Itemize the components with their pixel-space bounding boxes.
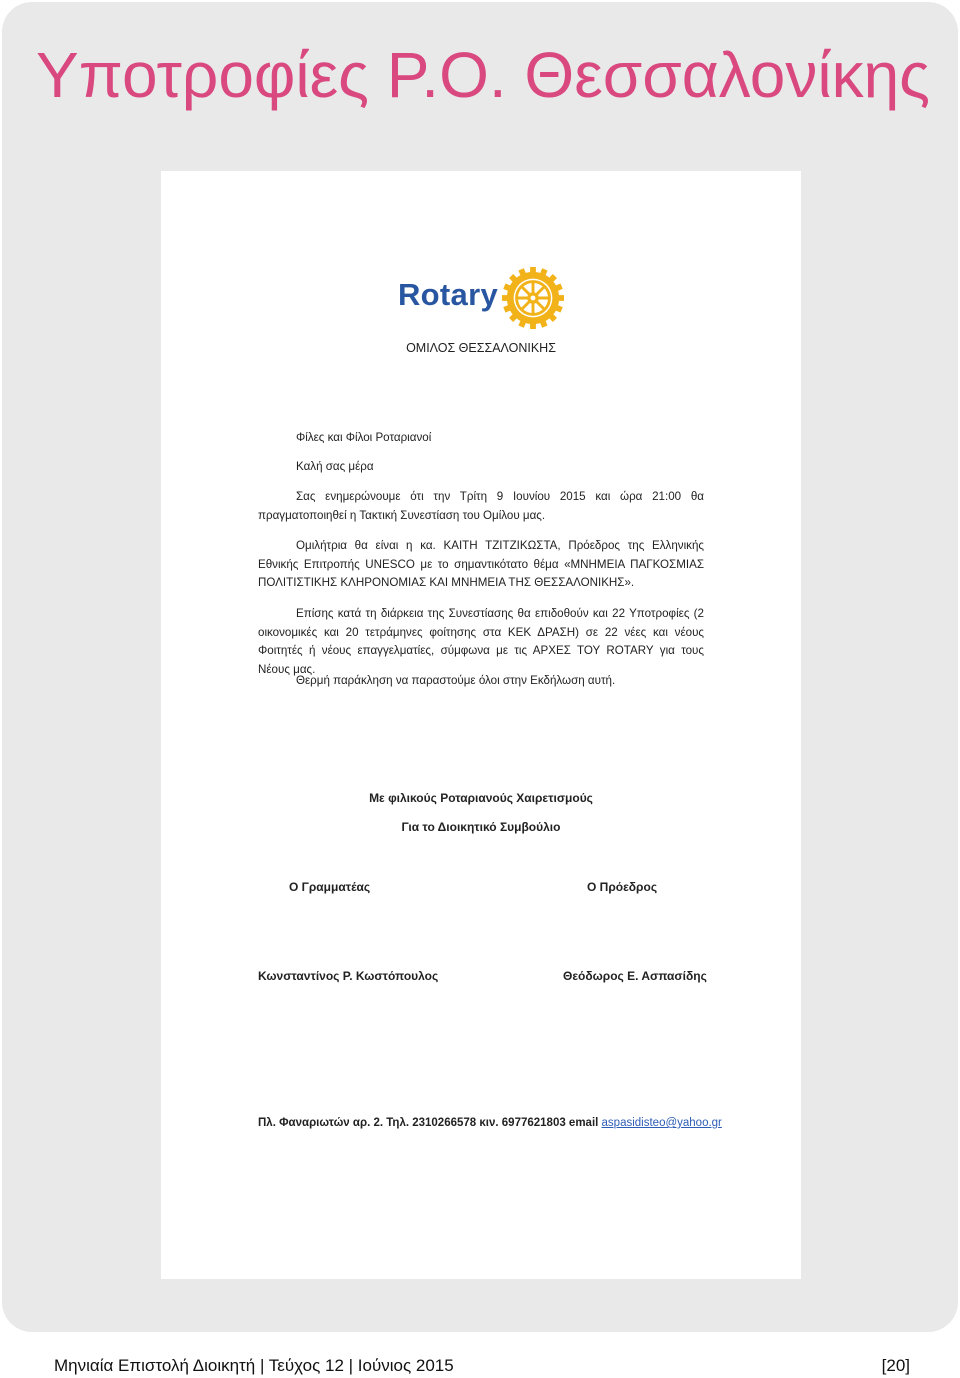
paragraph-meeting: Σας ενημερώνουμε ότι την Τρίτη 9 Ιουνίου 2015 και ώρα 21:00 θα πραγματοποιηθεί η Τακτική Συνεστίαση του Ομίλου μας. bbox=[258, 490, 704, 522]
paragraph-request: Θερμή παράκληση να παραστούμε όλοι στην Εκδήλωση αυτή. bbox=[296, 674, 616, 687]
good-day: Καλή σας μέρα bbox=[296, 460, 374, 473]
rotary-logo bbox=[398, 267, 568, 331]
secretary-title: Ο Γραμματέας bbox=[289, 880, 371, 894]
president-title: Ο Πρόεδρος bbox=[587, 880, 658, 894]
president-name: Θεόδωρος Ε. Ασπασίδης bbox=[563, 969, 707, 983]
board-line: Για το Διοικητικό Συμβούλιο bbox=[401, 820, 561, 834]
secretary-name: Κωνσταντίνος Ρ. Κωστόπουλος bbox=[258, 969, 439, 983]
club-name: ΟΜΙΛΟΣ ΘΕΣΣΑΛΟΝΙΚΗΣ bbox=[406, 341, 556, 355]
closing: Με φιλικούς Ροταριανούς Χαιρετισμούς bbox=[369, 791, 593, 805]
email-link[interactable]: aspasidisteo@yahoo.gr bbox=[601, 1117, 722, 1129]
page-title: Υποτροφίες Ρ.Ο. Θεσσαλονίκης bbox=[36, 39, 930, 111]
address-text: Πλ. Φαναριωτών αρ. 2. Τηλ. 2310266578 κιν. 6977621803 email bbox=[258, 1117, 602, 1129]
paragraph-speaker: Ομιλήτρια θα είναι η κα. ΚΑΙΤΗ ΤΖΙΤΖΙΚΩΣΤΑ, Πρόεδρος της Ελληνικής Εθνικής Επιτροπής UNESCO με το σημαντικότατο θέμα «ΜΝΗΜΕΙΑ ΠΑΓΚΟΣΜΙΑΣ ΠΟΛΙΤΙΣΤΙΚΗΣ ΚΛΗΡΟΝΟΜΙΑΣ ΚΑΙ ΜΝΗΜΕΙΑ ΤΗΣ ΘΕΣΣΑΛΟΝΙΚΗΣ». bbox=[258, 539, 704, 589]
footer-publication: Μηνιαία Επιστολή Διοικητή | Τεύχος 12 | Ιούνιος 2015 bbox=[54, 1356, 454, 1375]
page-number: [20] bbox=[881, 1356, 910, 1375]
paragraph-scholarships: Επίσης κατά τη διάρκεια της Συνεστίασης θα επιδοθούν και 22 Υποτροφίες (2 οικονομικές και 20 τετράμηνες φοίτησης στα ΚΕΚ ΔΡΑΣΗ) σε 22 νέες και νέους Φοιτητές ή νέους επαγγελματίες, σύμφωνα με τις ΑΡΧΕΣ ΤΟΥ ROTARY για τους Νέους μας. bbox=[258, 607, 704, 676]
rotary-wheel-icon bbox=[502, 267, 564, 329]
letter-document bbox=[161, 171, 801, 1279]
contact-address bbox=[258, 1117, 722, 1129]
logo-text: Rotary bbox=[398, 277, 498, 312]
greeting: Φίλες και Φίλοι Ροταριανοί bbox=[296, 431, 432, 444]
